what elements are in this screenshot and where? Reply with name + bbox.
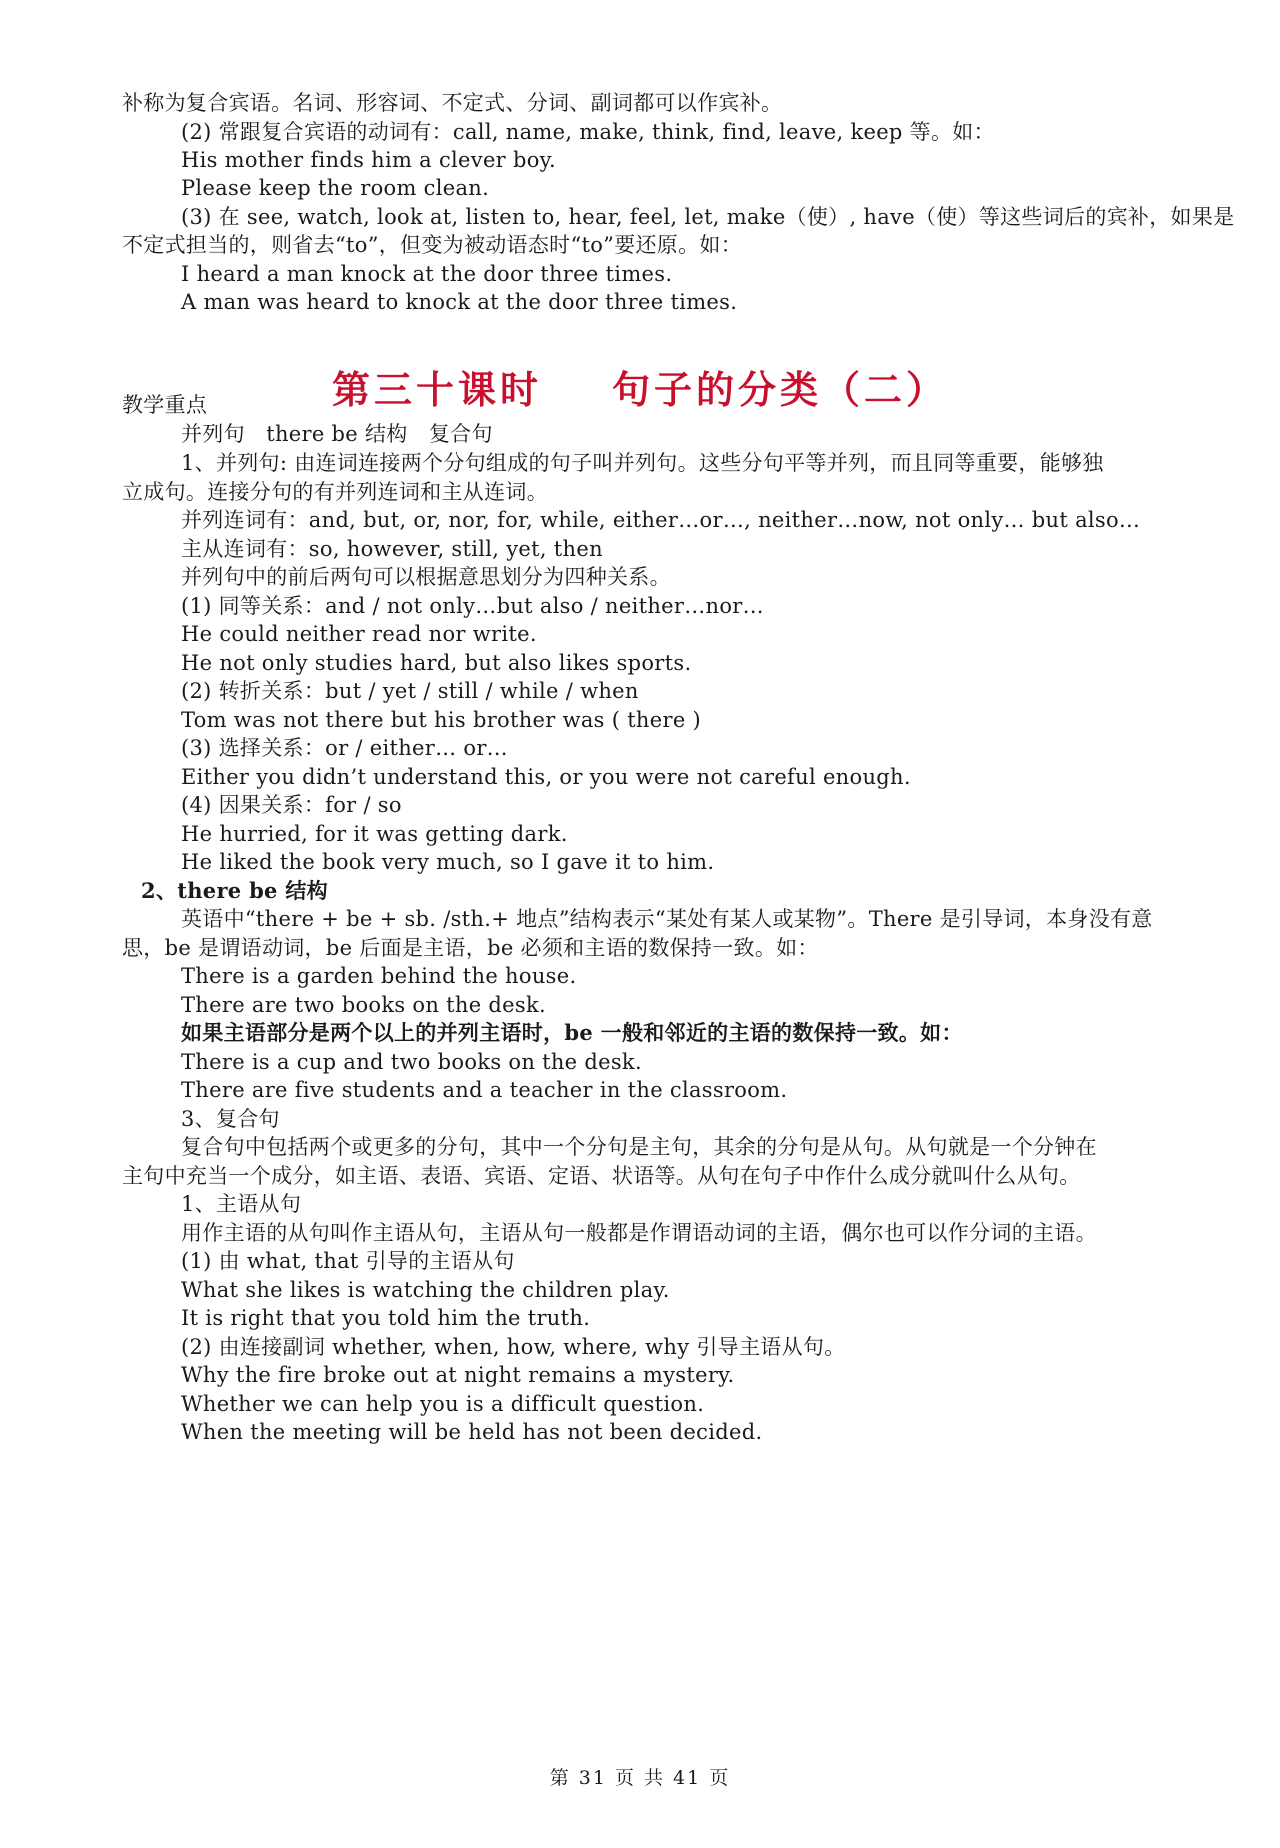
example-sentence: There are five students and a teacher in the classroom. xyxy=(181,1078,788,1102)
example-sentence: What she likes is watching the children play. xyxy=(181,1278,670,1302)
text-line: Please keep the room clean. xyxy=(181,176,490,200)
section-heading: 教学重点 xyxy=(122,393,208,417)
text-line: (1) 同等关系：and / not only…but also / neither…nor… xyxy=(181,594,764,618)
example-sentence: He could neither read nor write. xyxy=(181,622,537,646)
example-sentence: Why the fire broke out at night remains a mystery. xyxy=(181,1363,735,1387)
example-sentence: Either you didn’t understand this, or you were not careful enough. xyxy=(181,765,911,789)
section-heading: 3、复合句 xyxy=(181,1107,280,1131)
example-sentence: There is a garden behind the house. xyxy=(181,964,577,988)
page-number: 第 31 页 共 41 页 xyxy=(549,1767,731,1789)
text-line: 1、并列句: 由连词连接两个分句组成的句子叫并列句。这些分句平等并列，而且同等重要，能够独 xyxy=(181,451,1104,475)
text-line: 并列句中的前后两句可以根据意思划分为四种关系。 xyxy=(181,565,671,589)
text-line: 思，be 是谓语动词，be 后面是主语，be 必须和主语的数保持一致。如： xyxy=(122,936,819,960)
text-line: I heard a man knock at the door three times. xyxy=(181,262,673,286)
rule-note: 如果主语部分是两个以上的并列主语时，be 一般和邻近的主语的数保持一致。如： xyxy=(181,1020,963,1045)
example-sentence: When the meeting will be held has not been decided. xyxy=(181,1420,763,1444)
lesson-topic: 句子的分类（二） xyxy=(612,367,949,412)
section-heading: 2、there be 结构 xyxy=(141,878,328,903)
text-line: 主从连词有：so, however, still, yet, then xyxy=(181,537,603,561)
text-line: 不定式担当的，则省去“to”，但变为被动语态时“to”要还原。如： xyxy=(122,233,743,257)
text-line: 用作主语的从句叫作主语从句，主语从句一般都是作谓语动词的主语，偶尔也可以作分词的主语。 xyxy=(181,1221,1097,1245)
text-line: 立成句。连接分句的有并列连词和主从连词。 xyxy=(122,480,548,504)
text-line: His mother finds him a clever boy. xyxy=(181,148,557,172)
text-line: 并列连词有：and, but, or, nor, for, while, either…or…, neither…now, not only… but also… xyxy=(181,508,1141,532)
text-line: (3) 在 see, watch, look at, listen to, hear, feel, let, make（使）, have（使）等这些词后的宾补，如果是 xyxy=(181,205,1235,229)
example-sentence: It is right that you told him the truth. xyxy=(181,1306,591,1330)
example-sentence: He liked the book very much, so I gave it to him. xyxy=(181,850,715,874)
text-line: (3) 选择关系：or / either… or… xyxy=(181,736,508,760)
lesson-number: 第三十课时 xyxy=(331,367,542,412)
text-line: 主句中充当一个成分，如主语、表语、宾语、定语、状语等。从句在句子中作什么成分就叫什么从句。 xyxy=(122,1164,1081,1188)
text-line: (2) 转折关系：but / yet / still / while / when xyxy=(181,679,639,703)
text-line: (2) 由连接副词 whether, when, how, where, why 引导主语从句。 xyxy=(181,1335,846,1359)
text-line: (2) 常跟复合宾语的动词有：call, name, make, think, find, leave, keep 等。如： xyxy=(181,120,995,144)
example-sentence: He not only studies hard, but also likes sports. xyxy=(181,651,692,675)
text-line: 英语中“there + be + sb. /sth.+ 地点”结构表示“某处有某人或某物”。There 是引导词，本身没有意 xyxy=(181,907,1153,931)
text-line: 复合句中包括两个或更多的分句，其中一个分句是主句，其余的分句是从句。从句就是一个分钟在 xyxy=(181,1135,1097,1159)
subsection-heading: 1、主语从句 xyxy=(181,1192,302,1216)
text-line: 补称为复合宾语。名词、形容词、不定式、分词、副词都可以作宾补。 xyxy=(122,91,783,115)
text-line: (1) 由 what, that 引导的主语从句 xyxy=(181,1249,515,1273)
text-line: (4) 因果关系：for / so xyxy=(181,793,402,817)
example-sentence: There is a cup and two books on the desk. xyxy=(181,1050,642,1074)
example-sentence: There are two books on the desk. xyxy=(181,993,546,1017)
example-sentence: Whether we can help you is a difficult question. xyxy=(181,1392,705,1416)
example-sentence: Tom was not there but his brother was ( there ) xyxy=(181,708,702,732)
text-line: 并列句 there be 结构 复合句 xyxy=(181,422,493,446)
example-sentence: He hurried, for it was getting dark. xyxy=(181,822,568,846)
text-line: A man was heard to knock at the door three times. xyxy=(181,290,738,314)
